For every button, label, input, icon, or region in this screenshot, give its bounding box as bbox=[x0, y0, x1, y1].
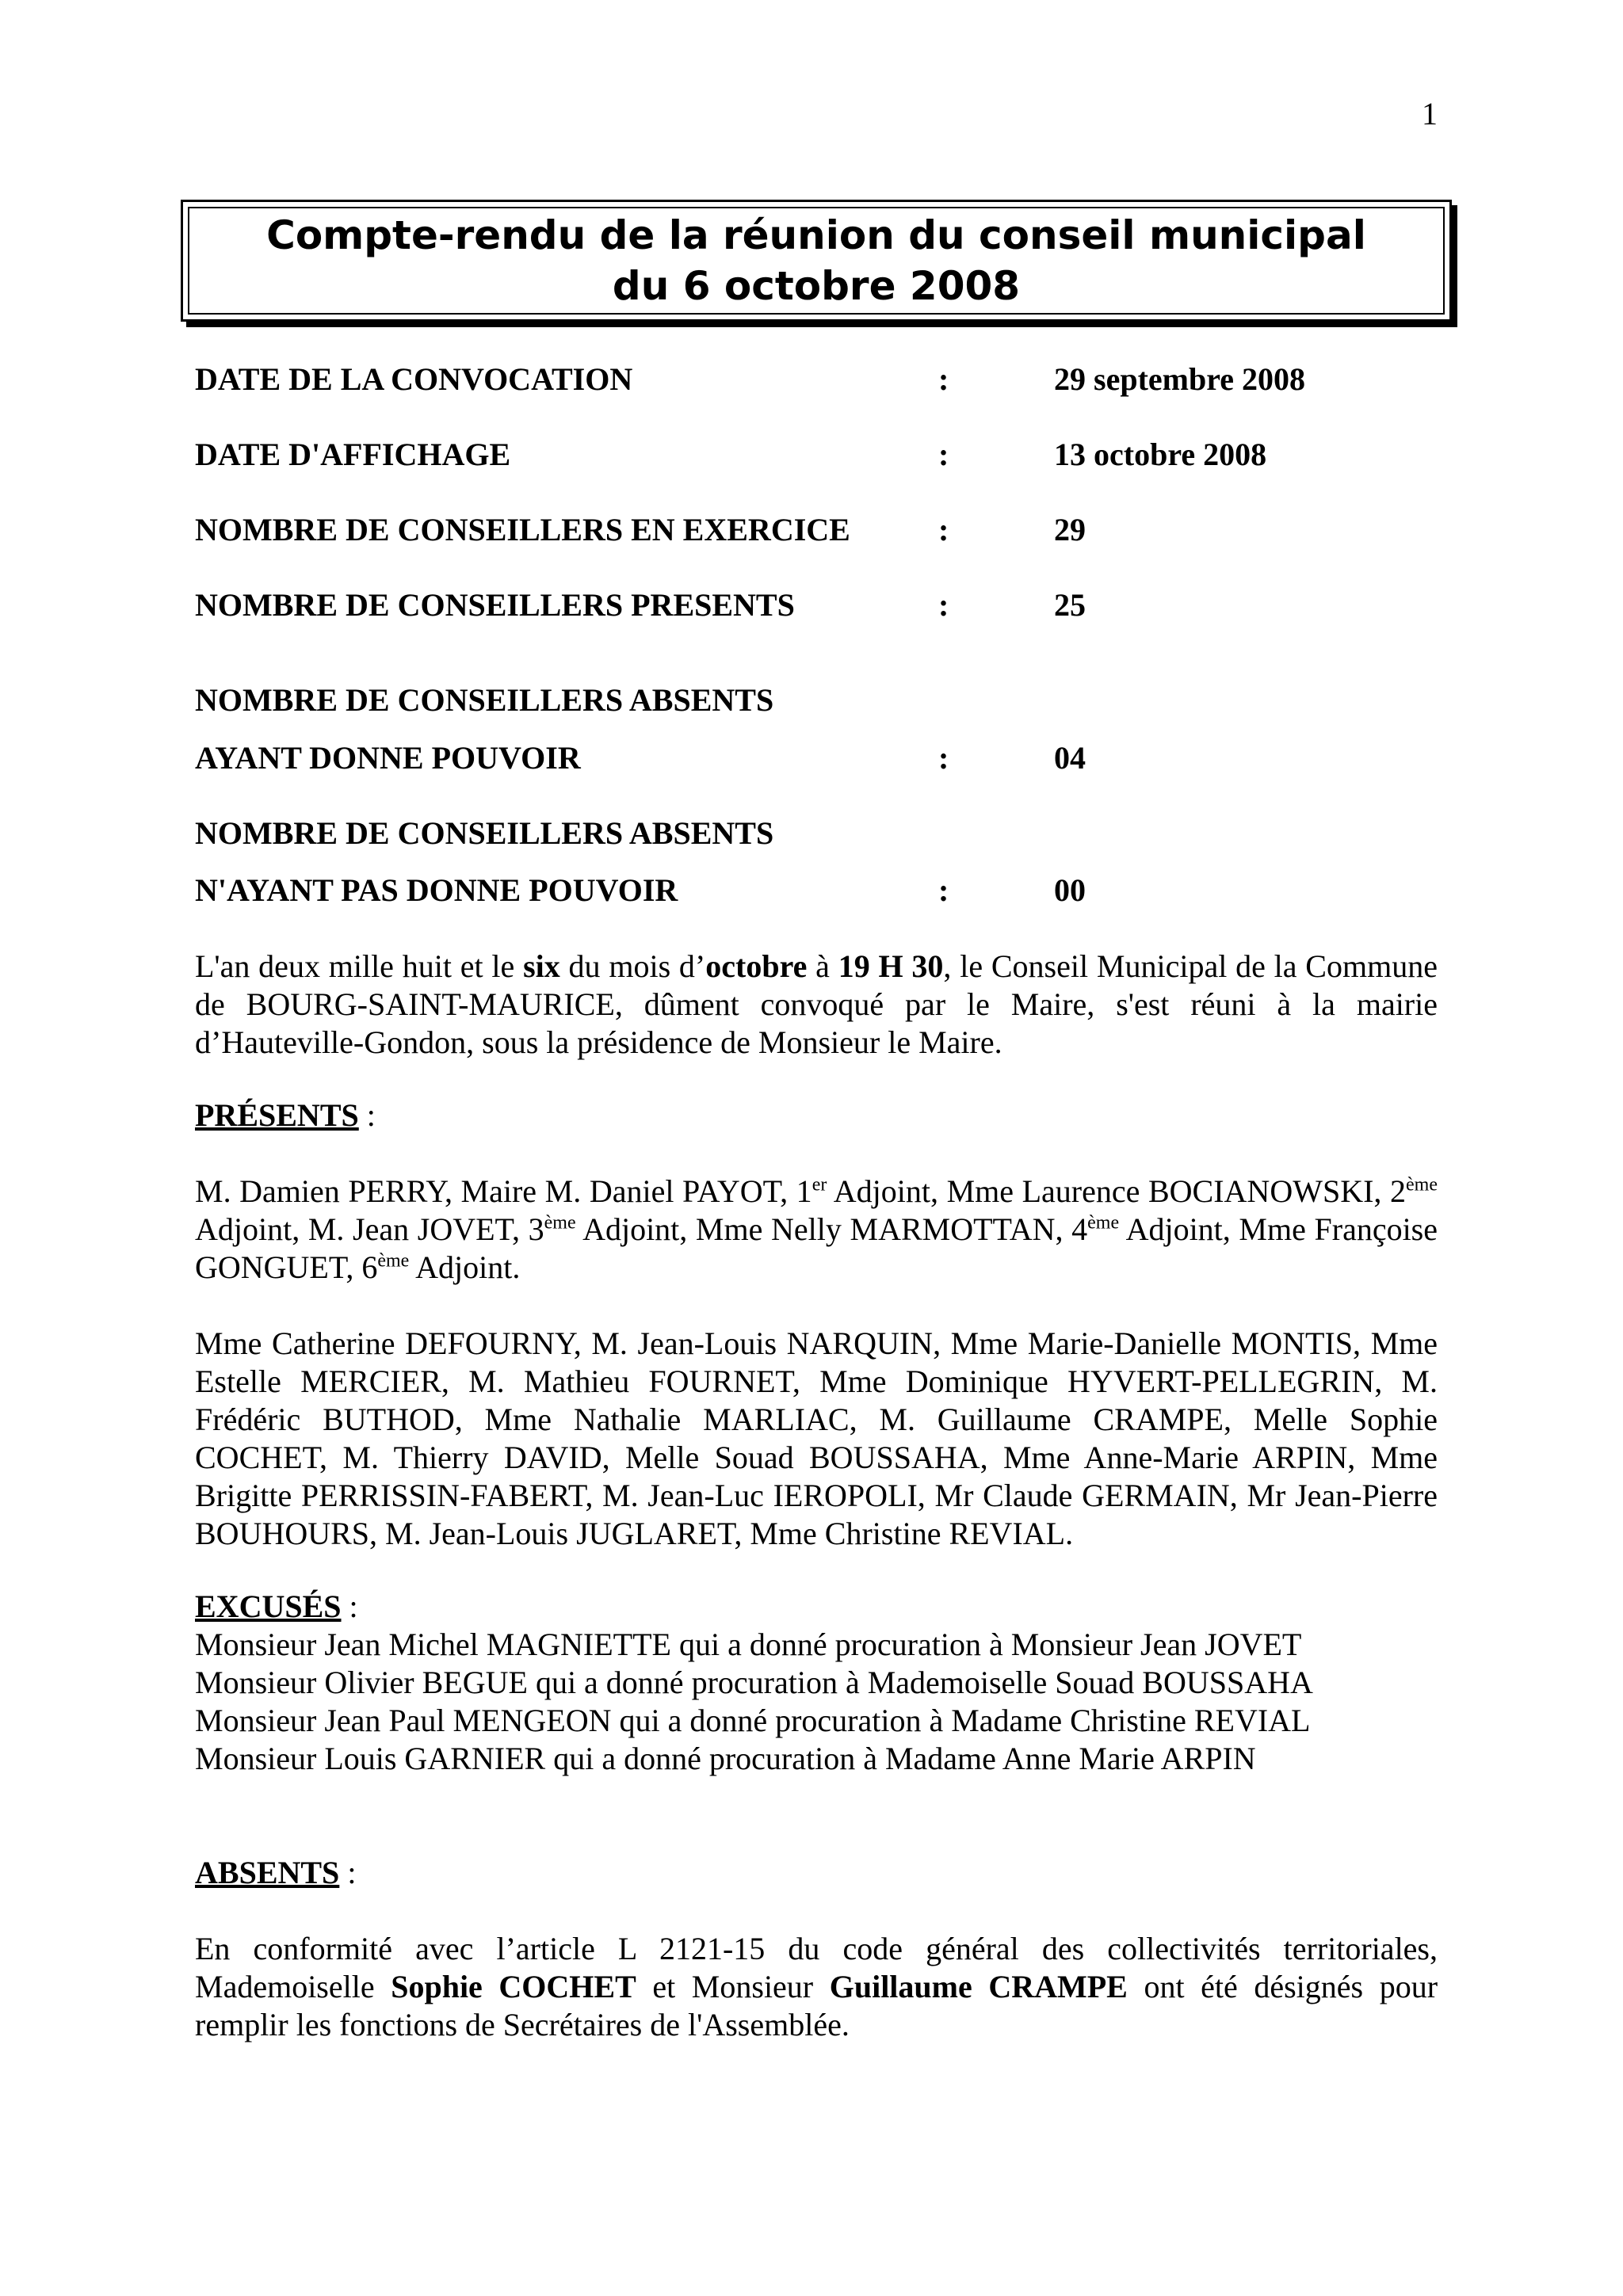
presents-heading-label: PRÉSENTS bbox=[195, 1097, 359, 1133]
info-value: 00 bbox=[1054, 872, 1086, 908]
info-label: DATE DE LA CONVOCATION bbox=[195, 361, 633, 397]
title-line-1: Compte-rendu de la réunion du conseil municipal bbox=[266, 212, 1366, 258]
title-line-2: du 6 octobre 2008 bbox=[612, 263, 1021, 309]
title-box bbox=[181, 200, 1452, 322]
info-colon: : bbox=[938, 872, 949, 908]
page-number: 1 bbox=[1422, 96, 1438, 132]
presents-text: Adjoint, M. Jean JOVET, 3 bbox=[195, 1211, 544, 1247]
presents-heading bbox=[195, 1097, 376, 1134]
conformity-text: En conformité avec l’article L 2121-15 du code général des collectivités territoriales, Mademoiselle bbox=[195, 1931, 1438, 2004]
excuse-line: Monsieur Jean Paul MENGEON qui a donné procuration à Madame Christine REVIAL bbox=[195, 1703, 1311, 1738]
ordinal-suffix: ème bbox=[377, 1250, 410, 1272]
ordinal-suffix: er bbox=[812, 1174, 827, 1196]
page-title bbox=[266, 210, 1366, 311]
intro-paragraph bbox=[195, 948, 1438, 1062]
info-label: AYANT DONNE POUVOIR bbox=[195, 740, 581, 776]
secretary-name-2: Guillaume CRAMPE bbox=[829, 1969, 1128, 2004]
excuses-heading-label: EXCUSÉS bbox=[195, 1589, 342, 1624]
info-colon: : bbox=[938, 587, 949, 623]
info-colon: : bbox=[938, 740, 949, 776]
presents-adjoints-paragraph bbox=[195, 1173, 1438, 1287]
intro-bold-month: octobre bbox=[705, 948, 808, 984]
presents-text: M. Damien PERRY, Maire M. Daniel PAYOT, 1 bbox=[195, 1173, 812, 1209]
info-label: NOMBRE DE CONSEILLERS PRESENTS bbox=[195, 587, 795, 623]
info-value: 29 septembre 2008 bbox=[1054, 361, 1305, 397]
ordinal-suffix: ème bbox=[1087, 1212, 1120, 1234]
conformity-paragraph bbox=[195, 1930, 1438, 2044]
info-label: N'AYANT PAS DONNE POUVOIR bbox=[195, 872, 678, 908]
info-colon: : bbox=[938, 361, 949, 397]
intro-text: L'an deux mille huit et le bbox=[195, 948, 524, 984]
conformity-text: et Monsieur bbox=[636, 1969, 830, 2004]
info-label: DATE D'AFFICHAGE bbox=[195, 437, 511, 472]
intro-bold-time: 19 H 30 bbox=[838, 948, 944, 984]
info-value: 25 bbox=[1054, 587, 1086, 623]
absents-heading-colon: : bbox=[339, 1855, 357, 1890]
conformity-text: ont été désignés pour remplir les fonctions de Secrétaires de l'Assemblée. bbox=[195, 1969, 1438, 2042]
excuse-line: Monsieur Louis GARNIER qui a donné procuration à Madame Anne Marie ARPIN bbox=[195, 1741, 1256, 1776]
info-colon: : bbox=[938, 512, 949, 547]
info-value: 04 bbox=[1054, 740, 1086, 776]
info-label: NOMBRE DE CONSEILLERS EN EXERCICE bbox=[195, 512, 850, 547]
info-label: NOMBRE DE CONSEILLERS ABSENTS bbox=[195, 682, 774, 718]
excuse-line: Monsieur Olivier BEGUE qui a donné procuration à Mademoiselle Souad BOUSSAHA bbox=[195, 1665, 1313, 1700]
ordinal-suffix: ème bbox=[544, 1212, 576, 1234]
absents-heading-label: ABSENTS bbox=[195, 1855, 340, 1890]
presents-text: Adjoint. bbox=[409, 1249, 521, 1285]
info-label: NOMBRE DE CONSEILLERS ABSENTS bbox=[195, 815, 774, 851]
excuses-heading-colon: : bbox=[341, 1589, 358, 1624]
presents-text: Adjoint, Mme Françoise GONGUET, 6 bbox=[195, 1211, 1438, 1285]
info-value: 29 bbox=[1054, 512, 1086, 547]
info-value: 13 octobre 2008 bbox=[1054, 437, 1267, 472]
intro-text: , le Conseil Municipal de la Commune de BOURG-SAINT-MAURICE, dûment convoqué par le Maire, s'est réuni à la mairie d’Hauteville-Gondon, sous la présidence de Monsieur le Maire. bbox=[195, 948, 1438, 1060]
ordinal-suffix: ème bbox=[1406, 1174, 1438, 1196]
intro-bold-day: six bbox=[523, 948, 560, 984]
excuse-line: Monsieur Jean Michel MAGNIETTE qui a donné procuration à Monsieur Jean JOVET bbox=[195, 1627, 1302, 1662]
presents-text: Adjoint, Mme Nelly MARMOTTAN, 4 bbox=[575, 1211, 1088, 1247]
presents-councillors-paragraph: Mme Catherine DEFOURNY, M. Jean-Louis NARQUIN, Mme Marie-Danielle MONTIS, Mme Estelle MERCIER, M. Mathieu FOURNET, Mme Dominique HYVERT-PELLEGRIN, M. Frédéric BUTHOD, Mme Nathalie MARLIAC, M. Guillaume CRAMPE, Melle Sophie COCHET, M. Thierry DAVID, Melle Souad BOUSSAHA, Mme Anne-Marie ARPIN, Mme Brigitte PERRISSIN-FABERT, M. Jean-Luc IEROPOLI, Mr Claude GERMAIN, Mr Jean-Pierre BOUHOURS, M. Jean-Louis JUGLARET, Mme Christine REVIAL. bbox=[195, 1325, 1438, 1551]
info-colon: : bbox=[938, 437, 949, 472]
presents-heading-colon: : bbox=[358, 1097, 376, 1133]
intro-text: du mois d’ bbox=[559, 948, 706, 984]
excuses-list bbox=[195, 1626, 1438, 1778]
presents-text: Adjoint, Mme Laurence BOCIANOWSKI, 2 bbox=[827, 1173, 1407, 1209]
excuses-heading bbox=[195, 1588, 358, 1625]
intro-text: à bbox=[807, 948, 838, 984]
absents-heading bbox=[195, 1854, 356, 1891]
secretary-name-1: Sophie COCHET bbox=[391, 1969, 636, 2004]
